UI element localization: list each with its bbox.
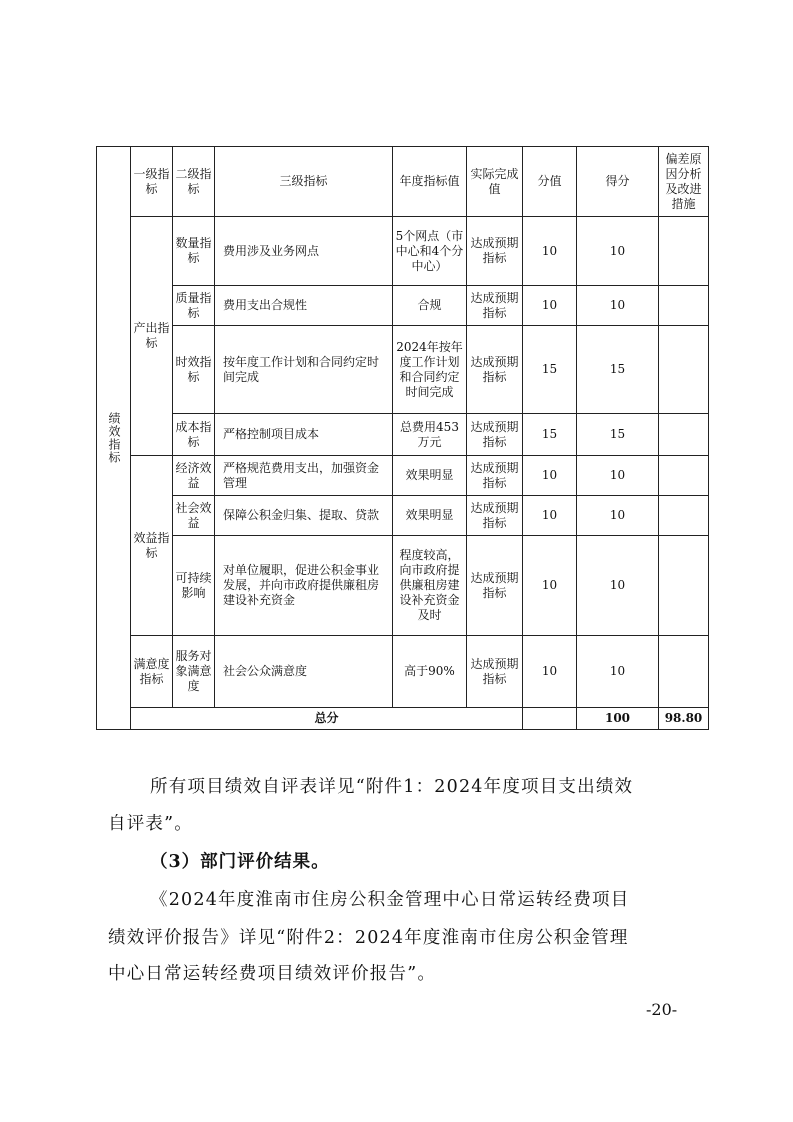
target-cell: 5个网点（市中心和4个分中心） [393,217,467,286]
target-cell: 合规 [393,286,467,326]
actual-cell: 达成预期指标 [467,414,523,456]
reason-cell [659,536,709,636]
points-cell: 10 [577,456,659,496]
level2-cell: 数量指标 [173,217,215,286]
level3-cell: 对单位履职，促进公积金事业发展，并向市政府提供廉租房建设补充资金 [215,536,393,636]
performance-table-container [96,146,708,730]
total-actual-cell [523,708,577,730]
section-heading: （3）部门评价结果。 [150,852,330,872]
level2-cell: 经济效益 [173,456,215,496]
reason-cell [659,217,709,286]
header-cell: 实际完成值 [467,147,523,217]
paragraph-line: 所有项目绩效自评表详见“附件1：2024年度项目支出绩效 [150,777,634,797]
level2-cell: 时效指标 [173,326,215,414]
points-cell: 10 [577,496,659,536]
table-row [97,217,709,286]
table-row [97,456,709,496]
score-cell: 10 [523,536,577,636]
level3-cell: 严格控制项目成本 [215,414,393,456]
target-cell: 效果明显 [393,496,467,536]
reason-cell [659,636,709,708]
header-cell: 一级指标 [131,147,173,217]
table-row [97,636,709,708]
table-row [97,496,709,536]
level3-cell: 按年度工作计划和合同约定时间完成 [215,326,393,414]
reason-cell [659,414,709,456]
total-score-cell: 100 [577,708,659,730]
level2-cell: 成本指标 [173,414,215,456]
points-cell: 10 [577,636,659,708]
actual-cell: 达成预期指标 [467,636,523,708]
points-cell: 10 [577,536,659,636]
reason-cell [659,326,709,414]
table-row [97,414,709,456]
total-points-cell: 98.80 [659,708,709,730]
performance-indicator-table [96,146,709,730]
level1-cell: 满意度指标 [131,636,173,708]
actual-cell: 达成预期指标 [467,496,523,536]
level3-cell: 保障公积金归集、提取、贷款 [215,496,393,536]
paragraph-line: 中心日常运转经费项目绩效评价报告”。 [108,964,437,984]
level3-cell: 严格规范费用支出，加强资金管理 [215,456,393,496]
level2-cell: 社会效益 [173,496,215,536]
score-cell: 10 [523,636,577,708]
level2-cell: 质量指标 [173,286,215,326]
level3-cell: 社会公众满意度 [215,636,393,708]
target-cell: 高于90% [393,636,467,708]
page-number: -20- [646,1000,678,1019]
score-cell: 15 [523,326,577,414]
actual-cell: 达成预期指标 [467,326,523,414]
points-cell: 10 [577,286,659,326]
level3-cell: 费用涉及业务网点 [215,217,393,286]
score-cell: 15 [523,414,577,456]
level2-cell: 可持续影响 [173,536,215,636]
score-cell: 10 [523,217,577,286]
target-cell: 2024年按年度工作计划和合同约定时间完成 [393,326,467,414]
table-row [97,326,709,414]
table-row [97,536,709,636]
actual-cell: 达成预期指标 [467,456,523,496]
level2-cell: 服务对象满意度 [173,636,215,708]
points-cell: 15 [577,326,659,414]
reason-cell [659,286,709,326]
paragraph-line: 绩效评价报告》详见“附件2：2024年度淮南市住房公积金管理 [108,928,629,948]
reason-cell [659,456,709,496]
table-header-row [97,147,709,217]
paragraph-line: 《2024年度淮南市住房公积金管理中心日常运转经费项目 [150,890,630,910]
score-cell: 10 [523,456,577,496]
level1-cell: 产出指标 [131,217,173,456]
header-cell: 年度指标值 [393,147,467,217]
actual-cell: 达成预期指标 [467,536,523,636]
actual-cell: 达成预期指标 [467,286,523,326]
level1-cell: 效益指标 [131,456,173,636]
header-cell: 分值 [523,147,577,217]
table-row [97,286,709,326]
total-row [97,708,709,730]
total-label-cell: 总分 [131,708,523,730]
level3-cell: 费用支出合规性 [215,286,393,326]
points-cell: 10 [577,217,659,286]
score-cell: 10 [523,286,577,326]
target-cell: 程度较高，向市政府提供廉租房建设补充资金及时 [393,536,467,636]
header-cell: 二级指标 [173,147,215,217]
header-cell: 得分 [577,147,659,217]
paragraph-line: 自评表”。 [108,814,193,834]
group-label-cell: 绩效指标 [97,147,131,730]
actual-cell: 达成预期指标 [467,217,523,286]
points-cell: 15 [577,414,659,456]
header-cell: 三级指标 [215,147,393,217]
reason-cell [659,496,709,536]
header-cell: 偏差原因分析及改进措施 [659,147,709,217]
target-cell: 总费用453万元 [393,414,467,456]
target-cell: 效果明显 [393,456,467,496]
score-cell: 10 [523,496,577,536]
